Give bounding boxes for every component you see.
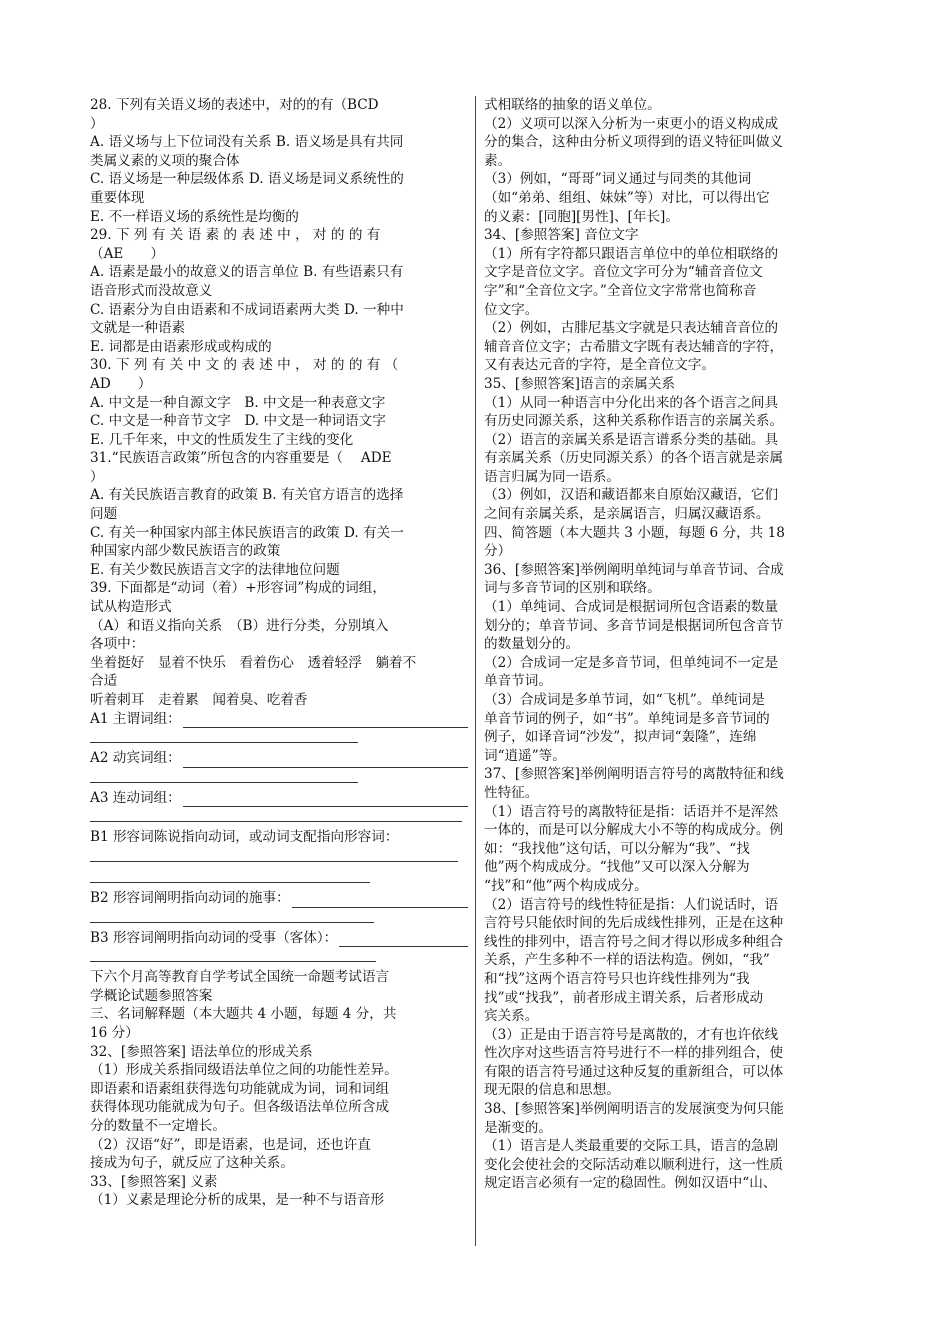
text-line: E. 不一样语义场的系统性是均衡的: [90, 208, 299, 225]
text-line: 各项中：: [90, 636, 145, 653]
text-line: 言符号只能依时间的先后成线性排列，正是在这种: [484, 915, 784, 932]
text-line: （2）例如，古腓尼基文字就是只表达辅音音位的: [484, 320, 779, 337]
text-line: （1）形成关系指同级语法单位之间的功能性差异。: [90, 1062, 398, 1079]
blank-label: B2 形容词阐明指向动词的施事：: [90, 889, 290, 906]
text-line: 32、[参照答案] 语法单位的形成关系: [90, 1043, 313, 1060]
text-line: AD ）: [90, 375, 152, 392]
fill-line: [183, 753, 468, 768]
blank-label: A3 连动词组：: [90, 789, 181, 806]
text-line: 一体的，而是可以分解成大小不等的构成成分。例: [484, 822, 784, 839]
text-line: 关系，产生多种不一样的语法构造。例如，“我”: [484, 952, 770, 969]
text-line: 字”和“全音位文字。”全音位文字常常也简称音: [484, 282, 757, 299]
blank-label: A1 主谓词组：: [90, 710, 181, 727]
text-line: 30. 下 列 有 关 中 文 的 表 述 中 ， 对 的 的 有 （: [90, 357, 399, 374]
text-line: （1）单纯词、合成词是根据词所包含语素的数量: [484, 599, 779, 616]
answer-blank-a2: [90, 749, 468, 768]
text-line: 重要体现: [90, 189, 145, 206]
text-line: （AE ）: [90, 245, 165, 262]
blank-label: B3 形容词阐明指向动词的受事（客体）：: [90, 929, 338, 946]
text-line: 文就是一种语素: [90, 320, 186, 337]
answer-blank-b1: [90, 828, 468, 847]
text-line: 有限的语言符号通过这种反复的重新组合，可以体: [484, 1063, 784, 1080]
text-line: 坐着挺好 显着不快乐 看着伤心 透着轻浮 躺着不: [90, 654, 417, 671]
column-divider: [475, 96, 476, 1246]
blank-label: A2 动宾词组：: [90, 750, 181, 767]
fill-line: [90, 868, 370, 883]
text-line: 接成为句子，就反应了这种关系。: [90, 1155, 294, 1172]
text-line: 的数量划分的。: [484, 636, 580, 653]
fill-line: [90, 768, 358, 783]
answer-blank-a3: [90, 789, 468, 808]
text-line: 分的集合，这种由分析义项得到的语义特征叫做义: [484, 134, 784, 151]
text-line: 学概论试题参照答案: [90, 987, 213, 1004]
text-line: （3）正是由于语言符号是离散的，才有也许依线: [484, 1026, 779, 1043]
text-line: 规定语言必须有一定的稳固性。例如汉语中“山、: [484, 1175, 777, 1192]
text-line: C. 有关一种国家内部主体民族语言的政策 D. 有关一: [90, 524, 404, 541]
text-line: 29. 下 列 有 关 语 素 的 表 述 中 ， 对 的 的 有: [90, 227, 381, 244]
text-line: 34、[参照答案] 音位文字: [484, 227, 639, 244]
right-column: [484, 96, 860, 1193]
text-line: 语音形式而没故意义: [90, 282, 213, 299]
text-line: （1）语言是人类最重要的交际工具，语言的急剧: [484, 1138, 779, 1155]
text-line: 宾关系。: [484, 1008, 539, 1025]
text-line: 有历史同源关系，这种关系称作语言的亲属关系。: [484, 413, 784, 430]
text-line: A. 有关民族语言教育的政策 B. 有关官方语言的选择: [90, 487, 404, 504]
text-line: 位文字。: [484, 301, 539, 318]
text-line: 分）: [484, 543, 512, 560]
fill-line: [292, 893, 468, 908]
text-line: 33、[参照答案] 义素: [90, 1173, 218, 1190]
answer-38: [484, 1100, 860, 1193]
answer-blank-b2: [90, 889, 468, 908]
question-30: [90, 356, 468, 449]
section-4-heading: [484, 524, 860, 561]
text-line: ）: [90, 468, 104, 485]
text-line: 是渐变的。: [484, 1119, 552, 1136]
text-line: E. 几千年来，中文的性质发生了主线的变化: [90, 431, 354, 448]
text-line: 种国家内部少数民族语言的政策: [90, 543, 281, 560]
text-line: “找”和“他”两个构成成分。: [484, 877, 648, 894]
text-line: （2）义项可以深入分析为一束更小的语义构成成: [484, 115, 779, 132]
text-line: 问题: [90, 506, 118, 523]
text-line: A. 语素是最小的故意义的语言单位 B. 有些语素只有: [90, 264, 404, 281]
text-line: 36、[参照答案]举例阐明单纯词与单音节词、合成: [484, 561, 784, 578]
text-line: 现无限的信息和思想。: [484, 1082, 620, 1099]
text-line: 分的数量不一定增长。: [90, 1117, 226, 1134]
left-column: [90, 96, 468, 1210]
answer-blank-b3: [90, 929, 468, 948]
question-28: [90, 96, 468, 226]
text-line: 划分的；单音节词、多音节词是根据词所包含音节: [484, 617, 784, 634]
text-line: 合适: [90, 673, 118, 690]
text-line: 式相联络的抽象的语义单位。: [484, 97, 661, 113]
text-line: A. 中文是一种自源文字 B. 中文是一种表意文字: [90, 394, 386, 411]
text-line: （3）例如，汉语和藏语都来自原始汉藏语，它们: [484, 487, 779, 504]
text-line: （2）合成词一定是多音节词，但单纯词不一定是: [484, 654, 779, 671]
answer-33-continued: [484, 96, 860, 226]
question-39: [90, 579, 468, 709]
text-line: 单音节词。: [484, 673, 552, 690]
fill-line: [90, 728, 358, 743]
text-line: 38、[参照答案]举例阐明语言的发展演变为何只能: [484, 1101, 784, 1118]
fill-line: [90, 947, 376, 962]
fill-line: [90, 807, 462, 822]
text-line: 31.“民族语言政策”所包含的内容重要是（ ADE: [90, 450, 392, 467]
fill-line: [90, 908, 374, 923]
text-line: （1）所有字符都只跟语言单位中的单位相联络的: [484, 245, 779, 262]
answer-37: [484, 765, 860, 1100]
text-line: 下六个月高等教育自学考试全国统一命题考试语言: [90, 969, 390, 986]
text-line: （A）和语义指向关系 （B）进行分类，分别填入: [90, 617, 389, 634]
answer-36: [484, 561, 860, 766]
text-line: （2）汉语“好”，即是语素，也是词，还也许直: [90, 1136, 371, 1153]
text-line: 性次序对这些语言符号进行不一样的排列组合，使: [484, 1045, 784, 1062]
text-line: 例子，如译音词“沙发”，拟声词“轰隆”，连绵: [484, 729, 757, 746]
text-line: 词“逍遥”等。: [484, 747, 566, 764]
answer-35: [484, 375, 860, 524]
text-line: 辅音音位文字；古希腊文字既有表达辅音的字符，: [484, 338, 784, 355]
text-line: C. 语义场是一种层级体系 D. 语义场是词义系统性的: [90, 171, 404, 188]
answer-34: [484, 226, 860, 375]
text-line: （2）语言符号的线性特征是指：人们说话时，语: [484, 896, 779, 913]
text-line: 试从构造形式: [90, 599, 172, 616]
text-line: 如：“我找他”这句话，可以分解为“我”、“找: [484, 840, 750, 857]
text-line: C. 中文是一种音节文字 D. 中文是一种词语文字: [90, 413, 386, 430]
text-line: （1）从同一种语言中分化出来的各个语言之间具: [484, 394, 779, 411]
text-line: （1）语言符号的离散特征是指：话语并不是浑然: [484, 803, 779, 820]
text-line: 35、[参照答案]语言的亲属关系: [484, 375, 676, 392]
text-line: （3）合成词是多单节词，如“飞机”。单纯词是: [484, 692, 765, 708]
text-line: 28. 下列有关语义场的表述中，对的的有（BCD: [90, 97, 379, 113]
section-3-heading: [90, 1005, 468, 1042]
text-line: 词与多音节词的区别和联络。: [484, 580, 661, 597]
blank-label: B1 形容词陈说指向动词，或动词支配指向形容词：: [90, 829, 399, 846]
question-29: [90, 226, 468, 356]
text-line: 文字是音位文字。音位文字可分为“辅音音位文: [484, 264, 763, 281]
fill-line: [339, 932, 468, 947]
text-line: 即语素和语素组获得选句功能就成为词，词和词组: [90, 1080, 390, 1097]
text-line: 之间有亲属关系，是亲属语言，归属汉藏语系。: [484, 506, 770, 523]
text-line: 16 分）: [90, 1024, 139, 1041]
text-line: C. 语素分为自由语素和不成词语素两大类 D. 一种中: [90, 301, 404, 318]
text-line: 四、简答题（本大题共 3 小题，每题 6 分，共 18: [484, 524, 785, 541]
answer-32: [90, 1043, 468, 1173]
text-line: （3）例如，“哥哥”词义通过与同类的其他词: [484, 171, 752, 188]
text-line: E. 词都是由语素形成或构成的: [90, 338, 272, 355]
text-line: （2）语言的亲属关系是语言谱系分类的基础。具: [484, 431, 779, 448]
answer-blank-a1: [90, 710, 468, 729]
answers-header: [90, 968, 468, 1005]
text-line: E. 有关少数民族语言文字的法律地位问题: [90, 561, 340, 578]
fill-line: [183, 713, 468, 728]
answer-33: [90, 1173, 468, 1210]
fill-line: [90, 847, 458, 862]
text-line: 和“找”这两个语言符号只也许线性排列为“我: [484, 970, 750, 987]
text-line: 39. 下面都是“动词（着）+形容词”构成的词组，: [90, 580, 386, 597]
question-31: [90, 449, 468, 579]
text-line: 听着刺耳 走着累 闻着臭、吃着香: [90, 692, 308, 708]
text-line: 单音节词的例子，如“书”。单纯词是多音节词的: [484, 710, 770, 727]
text-line: 获得体现功能就成为句子。但各级语法单位所含成: [90, 1099, 390, 1116]
text-line: 语言归属为同一语系。: [484, 468, 620, 485]
text-line: 类属义素的义项的聚合体: [90, 152, 240, 169]
text-line: （1）义素是理论分析的成果，是一种不与语音形: [90, 1192, 385, 1209]
text-line: A. 语义场与上下位词没有关系 B. 语义场是具有共同: [90, 134, 404, 151]
text-line: 他”两个构成成分。“找他”又可以深入分解为: [484, 859, 750, 876]
text-line: 有亲属关系（历史同源关系）的各个语言就是亲属: [484, 450, 784, 467]
text-line: 性特征。: [484, 784, 539, 801]
text-line: 找”或“找我”，前者形成主谓关系，后者形成动: [484, 989, 764, 1006]
fill-line: [183, 792, 468, 807]
text-line: 变化会使社会的交际活动难以顺利进行，这一性质: [484, 1156, 784, 1173]
text-line: 37、[参照答案]举例阐明语言符号的离散特征和线: [484, 766, 784, 783]
text-line: 素。: [484, 152, 512, 169]
text-line: ）: [90, 115, 104, 132]
text-line: 三、名词解释题（本大题共 4 小题，每题 4 分，共: [90, 1006, 397, 1023]
text-line: 又有表达元音的字符，是全音位文字。: [484, 357, 716, 374]
text-line: 的义素：[同胞][男性]、[年长]。: [484, 208, 679, 225]
text-line: （如“弟弟、组组、妹妹”等）对比，可以得出它: [484, 189, 770, 206]
text-line: 线性的排列中，语言符号之间才得以形成多种组合: [484, 933, 784, 950]
